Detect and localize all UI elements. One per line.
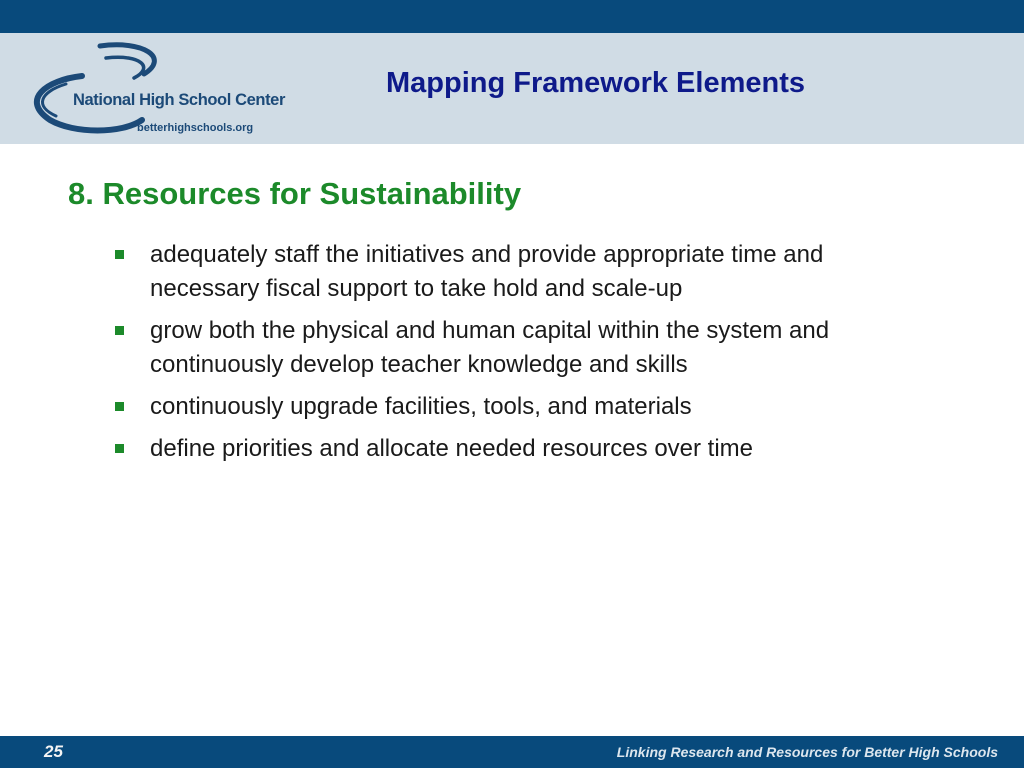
- slide-title: Mapping Framework Elements: [386, 67, 805, 99]
- bullet-item: [112, 238, 912, 306]
- square-bullet-icon: [115, 250, 124, 259]
- square-bullet-icon: [115, 444, 124, 453]
- footer-tagline: Linking Research and Resources for Better High Schools: [616, 744, 998, 760]
- bullet-item: [112, 390, 912, 424]
- slide-number: 25: [44, 742, 63, 761]
- bullet-text: define priorities and allocate needed resources over time: [150, 435, 754, 462]
- logo-url: betterhighschools.org: [137, 122, 254, 134]
- square-bullet-icon: [115, 326, 124, 335]
- bullet-item: [112, 432, 912, 466]
- top-bar: [0, 0, 1024, 33]
- logo-name: National High School Center: [73, 91, 285, 109]
- bullet-item: [112, 314, 912, 382]
- bullet-list: [112, 238, 912, 474]
- bullet-text: adequately staff the initiatives and provide appropriate time and necessary fiscal support to take hold and scale-up: [150, 241, 824, 302]
- bullet-text: grow both the physical and human capital within the system and continuously develop teacher knowledge and skills: [150, 317, 830, 378]
- footer-bar: [0, 736, 1024, 768]
- section-heading: 8. Resources for Sustainability: [68, 176, 522, 211]
- national-high-school-center-logo: [26, 40, 296, 140]
- bullet-text: continuously upgrade facilities, tools, and materials: [150, 393, 692, 420]
- square-bullet-icon: [115, 402, 124, 411]
